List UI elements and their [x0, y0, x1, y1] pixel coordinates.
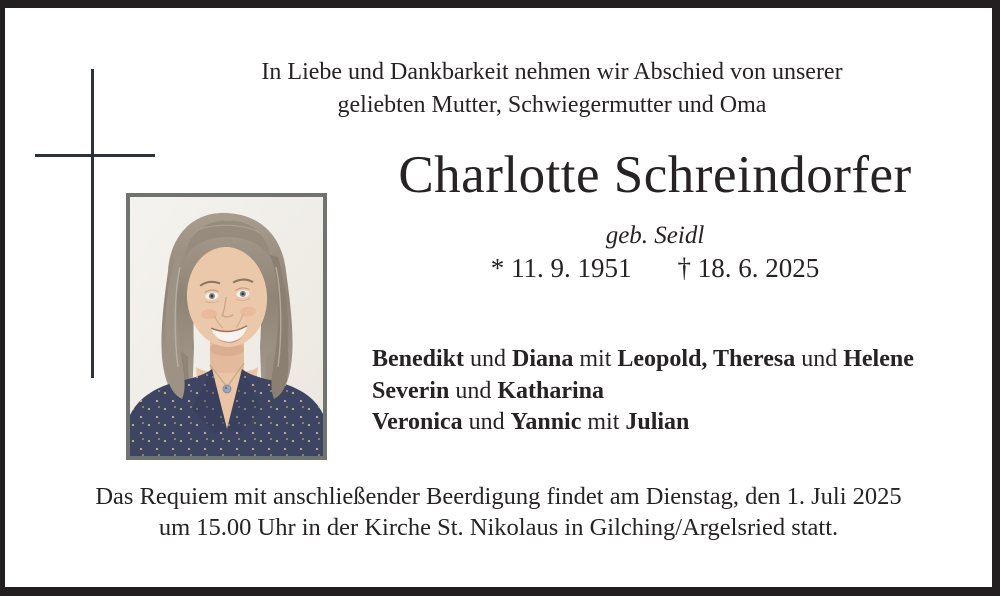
- family-name: Benedikt: [372, 346, 465, 372]
- family-names: [372, 344, 914, 439]
- family-connector: und: [464, 346, 513, 372]
- portrait-photo: [126, 193, 327, 460]
- family-name: Veronica: [372, 409, 463, 435]
- family-connector: mit: [581, 409, 626, 435]
- death-date: 18. 6. 2025: [697, 253, 820, 283]
- death-date-group: [678, 253, 820, 283]
- family-line-3: [372, 407, 914, 439]
- family-line-2: [372, 376, 914, 408]
- family-name: Katharina: [497, 377, 605, 404]
- cross-horizontal-bar: [35, 154, 155, 157]
- family-name: Diana: [512, 346, 574, 372]
- funeral-info-line-2: um 15.00 Uhr in der Kirche St. Nikolaus in Gilching/Argelsried statt.: [158, 513, 839, 541]
- portrait-illustration: [130, 197, 323, 456]
- born-symbol: *: [490, 253, 505, 283]
- birth-date-group: [491, 253, 632, 283]
- intro-text: [115, 56, 989, 122]
- funeral-info-line-1: Das Requiem mit anschließender Beerdigung findet am Dienstag, den 1. Juli 2025: [95, 483, 902, 510]
- cross-vertical-bar: [91, 69, 94, 378]
- family-name: Leopold, Theresa: [617, 346, 796, 372]
- name-block: [318, 144, 992, 206]
- intro-line-2: geliebten Mutter, Schwiegermutter und Oma: [337, 92, 767, 118]
- family-connector: mit: [573, 346, 618, 372]
- maiden-name: geb. Seidl: [605, 222, 705, 249]
- intro-line-1: In Liebe und Dankbarkeit nehmen wir Abschied von unserer: [261, 59, 843, 85]
- died-symbol: †: [677, 253, 691, 283]
- family-name: Helene: [843, 346, 914, 372]
- family-connector: und: [462, 409, 511, 435]
- funeral-info: [5, 482, 992, 543]
- deceased-name: Charlotte Schreindorfer: [398, 146, 912, 204]
- family-line-1: [372, 344, 914, 376]
- family-name: Severin: [372, 377, 450, 404]
- family-name: Julian: [625, 409, 690, 435]
- family-connector: und: [795, 346, 844, 372]
- family-name: Yannic: [510, 409, 582, 435]
- life-dates: [318, 252, 992, 284]
- birth-date: 11. 9. 1951: [511, 253, 632, 283]
- family-connector: und: [449, 377, 498, 404]
